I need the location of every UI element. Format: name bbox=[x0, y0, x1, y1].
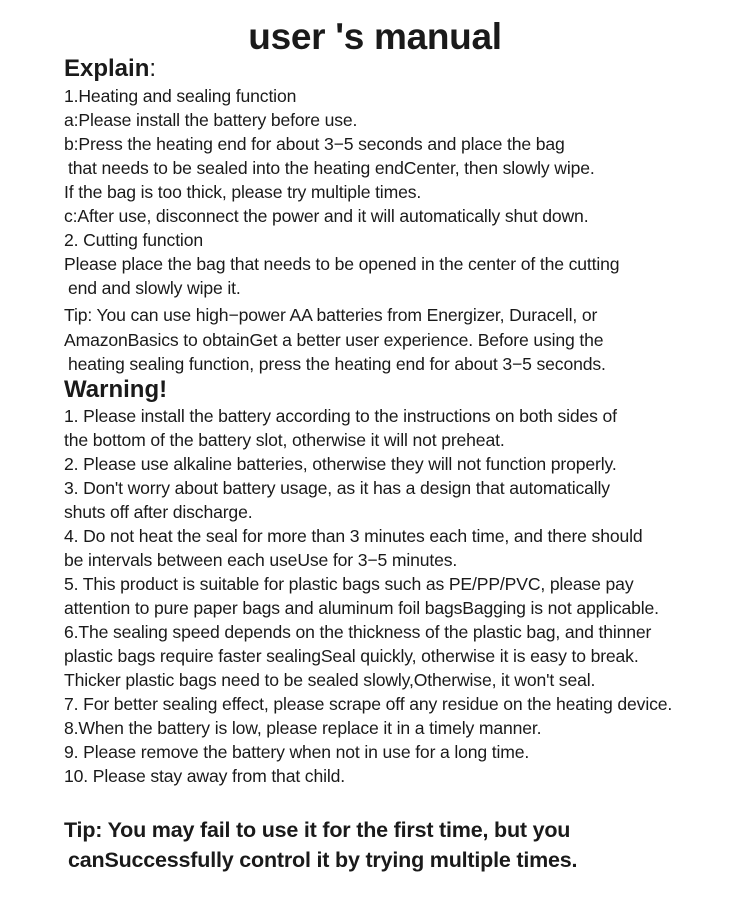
explain-line: 1.Heating and sealing function bbox=[64, 86, 297, 106]
warning-line: plastic bags require faster sealingSeal quickly, otherwise it is easy to break. bbox=[64, 646, 639, 666]
warning-line: 8.When the battery is low, please replace it in a timely manner. bbox=[64, 718, 542, 738]
warning-line: 6.The sealing speed depends on the thickness of the plastic bag, and thinner bbox=[64, 622, 652, 642]
explain-line: end and slowly wipe it. bbox=[68, 278, 241, 298]
explain-line: a:Please install the battery before use. bbox=[64, 110, 358, 130]
final-tip-line: canSuccessfully control it by trying multiple times. bbox=[68, 848, 578, 872]
final-tip bbox=[64, 815, 744, 875]
warning-line: attention to pure paper bags and aluminum foil bagsBagging is not applicable. bbox=[64, 598, 659, 618]
warning-line: the bottom of the battery slot, otherwise it will not preheat. bbox=[64, 430, 505, 450]
warning-section bbox=[64, 404, 744, 788]
battery-tip bbox=[64, 303, 744, 377]
final-tip-line: Tip: You may fail to use it for the first time, but you bbox=[64, 818, 571, 842]
explain-section bbox=[64, 84, 744, 300]
warning-line: shuts off after discharge. bbox=[64, 502, 253, 522]
explain-line: c:After use, disconnect the power and it will automatically shut down. bbox=[64, 206, 589, 226]
warning-line: be intervals between each useUse for 3−5 minutes. bbox=[64, 550, 458, 570]
warning-heading: Warning! bbox=[64, 376, 168, 403]
explain-heading bbox=[64, 55, 156, 83]
warning-line: Thicker plastic bags need to be sealed slowly,Otherwise, it won't seal. bbox=[64, 670, 596, 690]
warning-line: 1. Please install the battery according to the instructions on both sides of bbox=[64, 406, 617, 426]
tip-line: heating sealing function, press the heating end for about 3−5 seconds. bbox=[68, 354, 606, 374]
page-title: user 's manual bbox=[248, 16, 502, 57]
explain-line: that needs to be sealed into the heating endCenter, then slowly wipe. bbox=[68, 158, 595, 178]
warning-line: 5. This product is suitable for plastic bags such as PE/PP/PVC, please pay bbox=[64, 574, 634, 594]
warning-line: 2. Please use alkaline batteries, otherwise they will not function properly. bbox=[64, 454, 617, 474]
explain-heading-colon: : bbox=[149, 55, 157, 82]
explain-line: 2. Cutting function bbox=[64, 230, 203, 250]
warning-line: 9. Please remove the battery when not in use for a long time. bbox=[64, 742, 530, 762]
tip-line: Tip: You can use high−power AA batteries from Energizer, Duracell, or bbox=[64, 305, 598, 325]
warning-line: 10. Please stay away from that child. bbox=[64, 766, 345, 786]
explain-line: Please place the bag that needs to be opened in the center of the cutting bbox=[64, 254, 620, 274]
explain-line: If the bag is too thick, please try multiple times. bbox=[64, 182, 422, 202]
warning-line: 7. For better sealing effect, please scrape off any residue on the heating device. bbox=[64, 694, 673, 714]
explain-heading-text: Explain bbox=[64, 55, 150, 82]
warning-line: 4. Do not heat the seal for more than 3 minutes each time, and there should bbox=[64, 526, 643, 546]
explain-line: b:Press the heating end for about 3−5 seconds and place the bag bbox=[64, 134, 565, 154]
tip-line: AmazonBasics to obtainGet a better user experience. Before using the bbox=[64, 329, 604, 350]
warning-line: 3. Don't worry about battery usage, as it has a design that automatically bbox=[64, 478, 610, 498]
